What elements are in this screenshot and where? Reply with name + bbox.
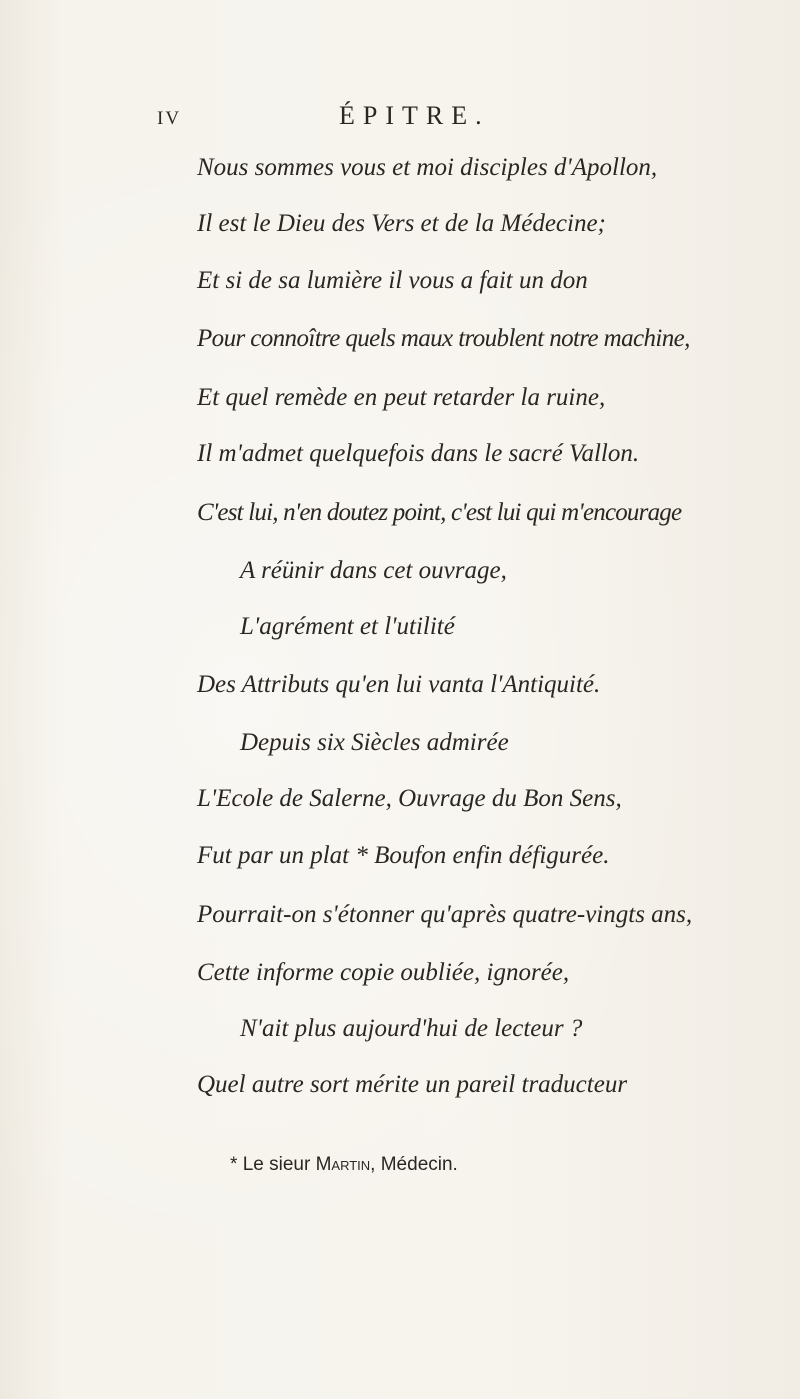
footnote-prefix: Le sieur xyxy=(242,1154,311,1175)
verse-line: Cette informe copie oubliée, ignorée, xyxy=(197,959,570,986)
verse-line: A réünir dans cet ouvrage, xyxy=(240,557,507,584)
footnote xyxy=(230,1154,458,1176)
verse-line: Pour connoître quels maux troublent notre machine, xyxy=(197,325,690,352)
verse-line: Quel autre sort mérite un pareil traducteur xyxy=(197,1071,628,1098)
verse-line: L'agrément et l'utilité xyxy=(240,613,455,640)
verse-line: Il est le Dieu des Vers et de la Médecine; xyxy=(197,210,606,237)
verse-line: C'est lui, n'en doutez point, c'est lui qui m'encourage xyxy=(197,499,682,526)
verse-line: N'ait plus aujourd'hui de lecteur ? xyxy=(240,1015,583,1042)
verse-line: L'Ecole de Salerne, Ouvrage du Bon Sens, xyxy=(197,785,622,812)
running-title: ÉPITRE. xyxy=(339,101,490,130)
verse-line: Depuis six Siècles admirée xyxy=(240,729,509,756)
verse-line: Et si de sa lumière il vous a fait un don xyxy=(197,267,588,294)
verse-line: Pourrait-on s'étonner qu'après quatre-vingts ans, xyxy=(197,901,693,928)
verse-line: Et quel remède en peut retarder la ruine, xyxy=(197,384,606,411)
verse-line: Nous sommes vous et moi disciples d'Apollon, xyxy=(197,154,658,181)
page-number: IV xyxy=(157,108,182,129)
footnote-suffix: , Médecin. xyxy=(370,1154,458,1175)
verse-line: Fut par un plat * Boufon enfin défigurée. xyxy=(197,842,610,869)
footnote-marker: * xyxy=(230,1154,238,1175)
footnote-name: Martin xyxy=(315,1154,371,1175)
verse-line: Il m'admet quelquefois dans le sacré Vallon. xyxy=(197,440,640,467)
verse-line: Des Attributs qu'en lui vanta l'Antiquité. xyxy=(197,671,601,698)
